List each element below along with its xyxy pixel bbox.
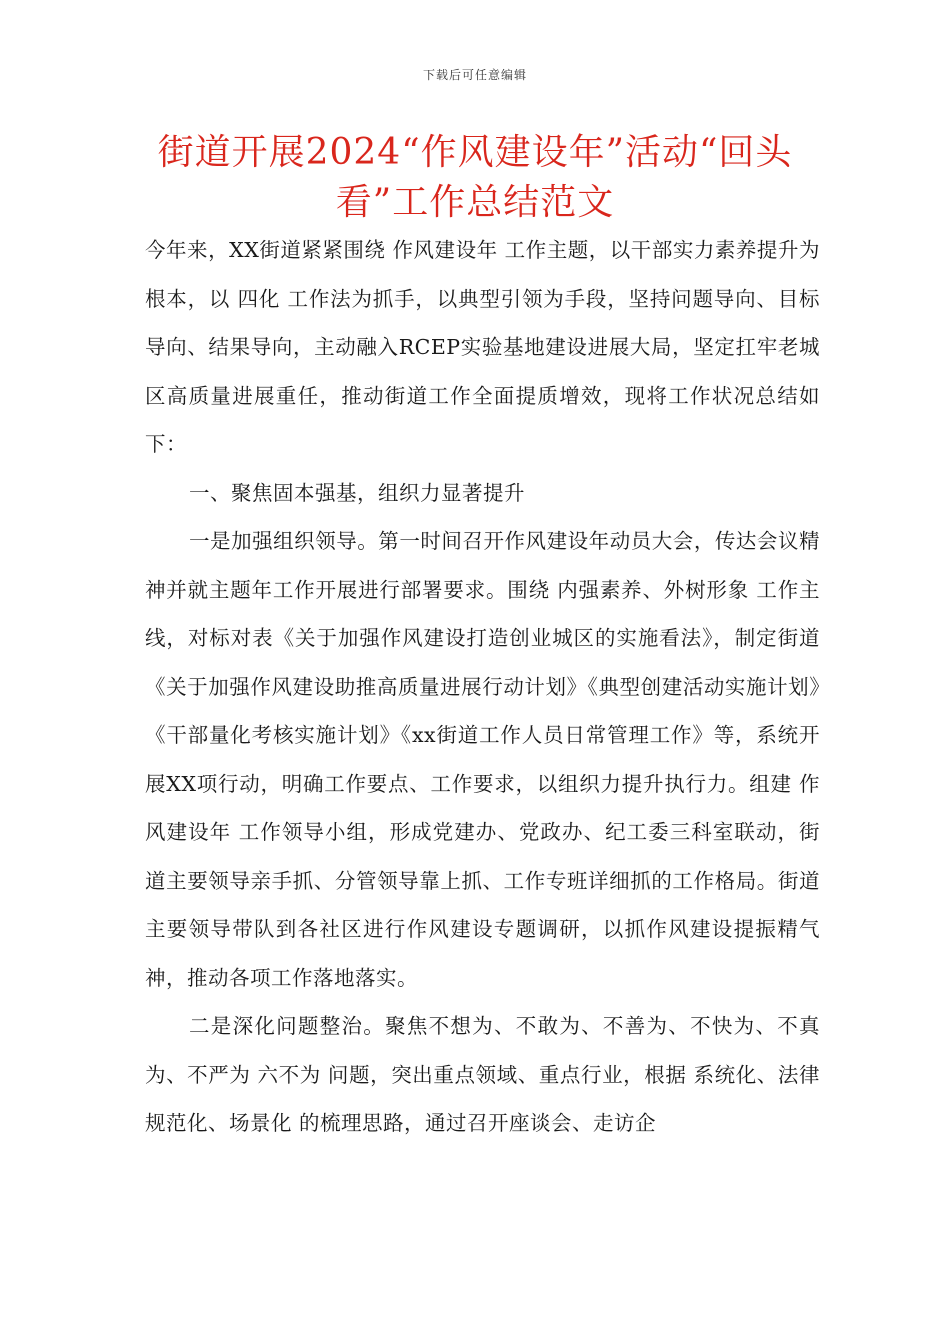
paragraph-organization: 一是加强组织领导。第一时间召开作风建设年动员大会，传达会议精神并就主题年工作开展进行部署要求。围绕 内强素养、外树形象 工作主线，对标对表《关于加强作风建设打造创业城区的实施看法》，制定街道《关于加强作风建设助推高质量进展行动计划》《典型创建活动实施计划》《干部量化考核实施计划》《xx街道工作人员日常管理工作》等，系统开展XX项行动，明确工作要点、工作要求，以组织力提升执行力。组建 作风建设年 工作领导小组，形成党建办、党政办、纪工委三科室联动，街道主要领导亲手抓、分管领导靠上抓、工作专班详细抓的工作格局。街道主要领导带队到各社区进行作风建设专题调研，以抓作风建设提振精气神，推动各项工作落地落实。 — [145, 529, 820, 990]
header-note: 下载后可任意编辑 — [422, 68, 527, 82]
intro-paragraph: 今年来，XX街道紧紧围绕 作风建设年 工作主题，以干部实力素养提升为根本，以 四化 工作法为抓手，以典型引领为手段，坚持问题导向、目标导向、结果导向，主动融入RCEP实验基地建设进展大局，坚定扛牢老城区高质量进展重任，推动街道工作全面提质增效，现将工作状况总结如下： — [145, 238, 820, 456]
document-title: 街道开展2024“作风建设年”活动“回头看”工作总结范文 — [157, 132, 793, 223]
paragraph-rectification: 二是深化问题整治。聚焦不想为、不敢为、不善为、不快为、不真为、不严为 六不为 问题，突出重点领域、重点行业，根据 系统化、法律规范化、场景化 的梳理思路，通过召开座谈会、走访企 — [145, 1014, 820, 1135]
document-body — [145, 226, 820, 1148]
section-heading-1: 一、聚焦固本强基，组织力显著提升 — [189, 480, 525, 505]
